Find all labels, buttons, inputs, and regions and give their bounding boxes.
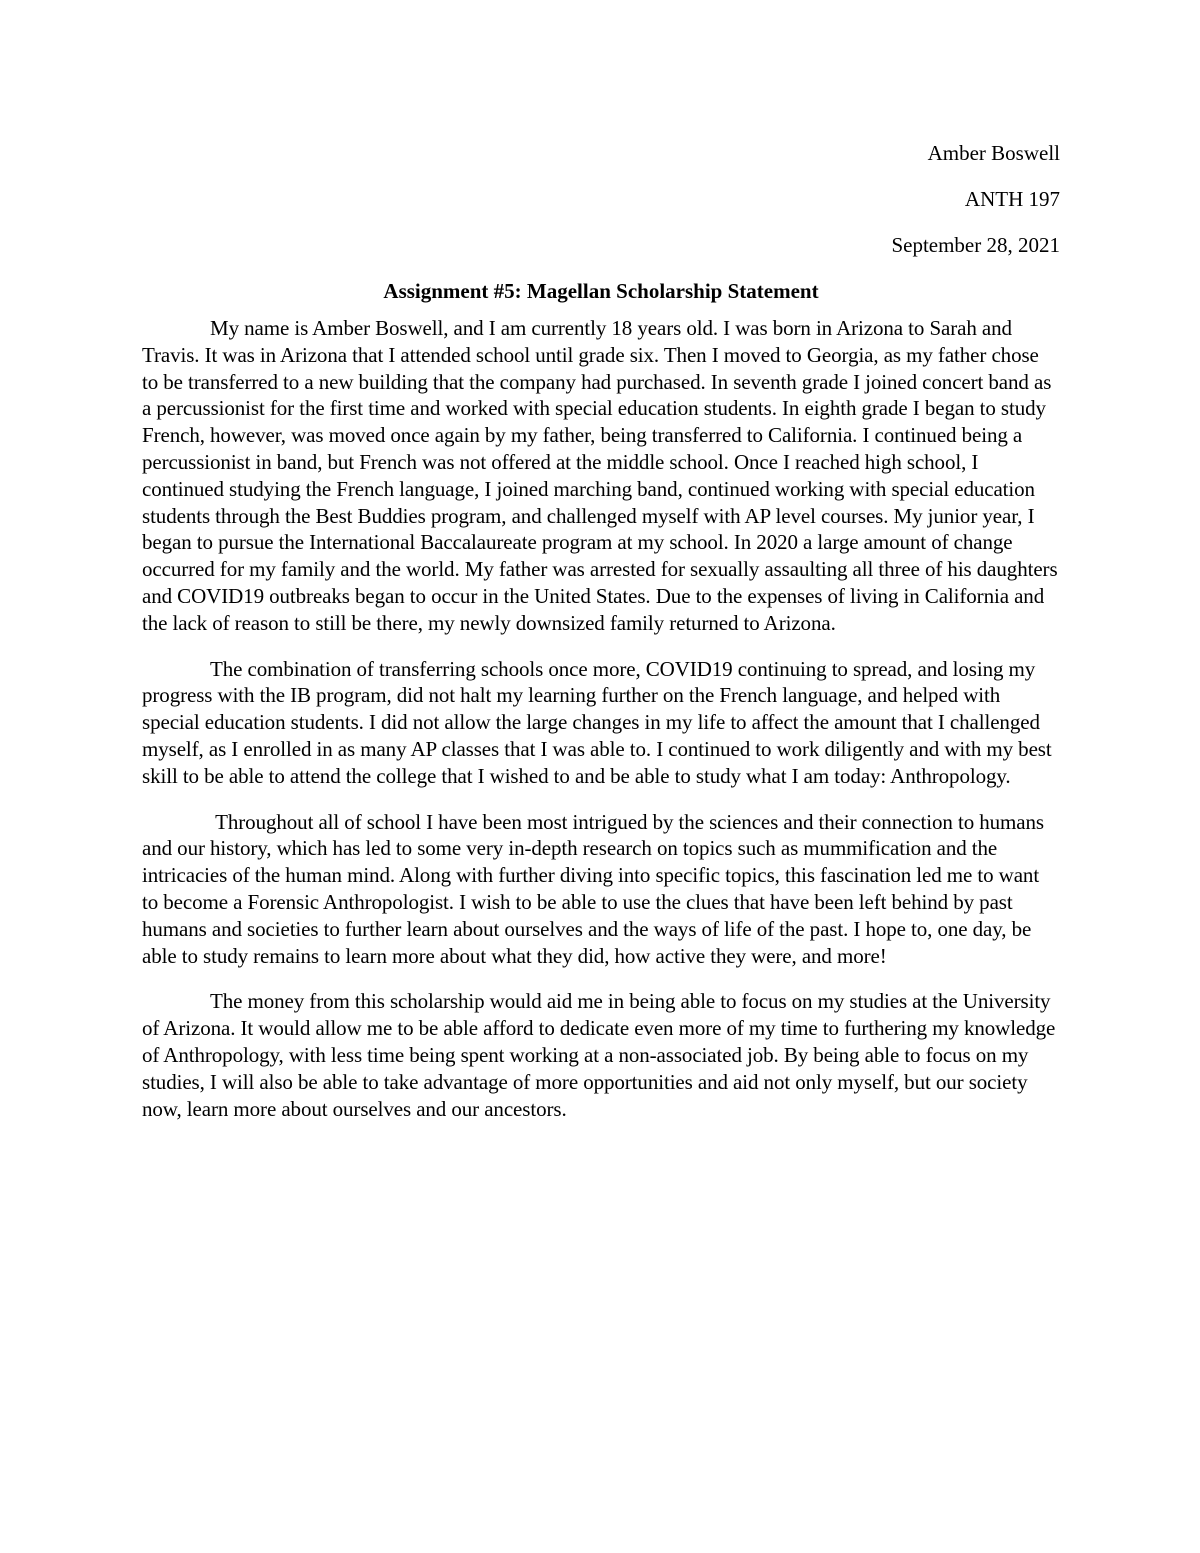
body-paragraph-1: My name is Amber Boswell, and I am currently 18 years old. I was born in Arizona to Sarah and Travis. It was in Arizona that I attended school until grade six. Then I moved to Georgia, as my father chose to be transferred to a new building that the company had purchased. In seventh grade I joined concert band as a percussionist for the first time and worked with special education students. In eighth grade I began to study French, however, was moved once again by my father, being transferred to California. I continued being a percussionist in band, but French was not offered at the middle school. Once I reached high school, I continued studying the French language, I joined marching band, continued working with special education students through the Best Buddies program, and challenged myself with AP level courses. My junior year, I began to pursue the International Baccalaureate program at my school. In 2020 a large amount of change occurred for my family and the world. My father was arrested for sexually assaulting all three of his daughters and COVID19 outbreaks began to occur in the United States. Due to the expenses of living in California and the lack of reason to still be there, my newly downsized family returned to Arizona. <box>142 316 1058 635</box>
document-date: September 28, 2021 <box>891 233 1060 257</box>
document-title: Assignment #5: Magellan Scholarship Statement <box>383 279 819 303</box>
body-paragraph-2: The combination of transferring schools once more, COVID19 continuing to spread, and losing my progress with the IB program, did not halt my learning further on the French language, and helped with special education students. I did not allow the large changes in my life to affect the amount that I challenged myself, as I enrolled in as many AP classes that I was able to. I continued to work diligently and with my best skill to be able to attend the college that I wished to and be able to study what I am today: Anthropology. <box>142 656 1052 788</box>
heading-block <box>142 140 1060 259</box>
author-name: Amber Boswell <box>927 141 1060 165</box>
document-page <box>142 140 1060 1141</box>
course-code: ANTH 197 <box>964 187 1060 211</box>
body-paragraph-4: The money from this scholarship would aid me in being able to focus on my studies at the University of Arizona. It would allow me to be able afford to dedicate even more of my time to furthering my knowledge of Anthropology, with less time being spent working at a non-associated job. By being able to focus on my studies, I will also be able to take advantage of more opportunities and aid not only myself, but our society now, learn more about ourselves and our ancestors. <box>142 989 1056 1121</box>
body-paragraph-3: Throughout all of school I have been most intrigued by the sciences and their connection to humans and our history, which has led to some very in-depth research on topics such as mummification and the intricacies of the human mind. Along with further diving into specific topics, this fascination led me to want to become a Forensic Anthropologist. I wish to be able to use the clues that have been left behind by past humans and societies to further learn about ourselves and the ways of life of the past. I hope to, one day, be able to study remains to learn more about what they did, how active they were, and more! <box>142 809 1050 968</box>
